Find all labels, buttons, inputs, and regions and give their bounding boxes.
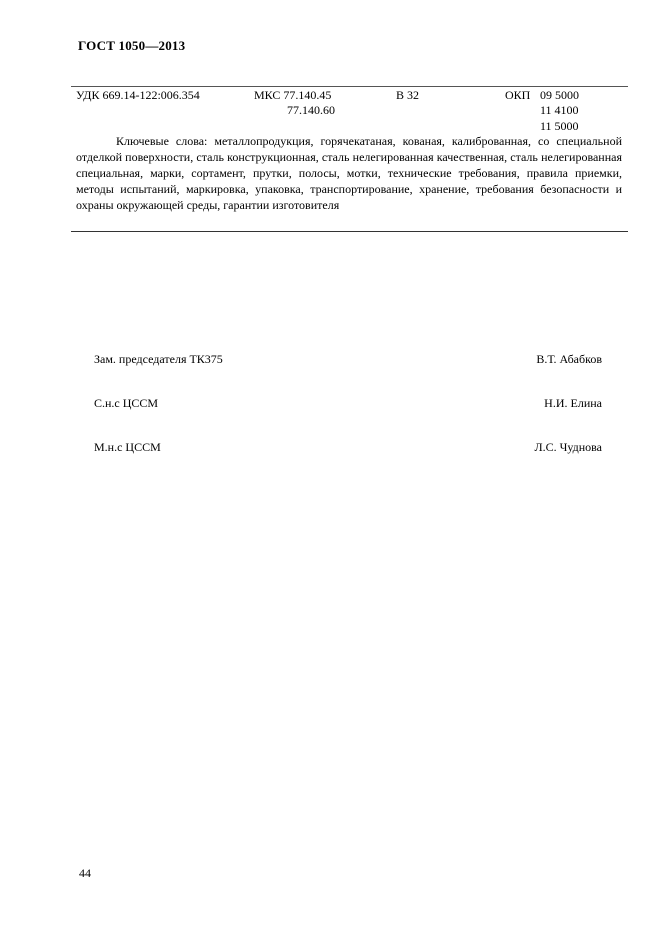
okp-label: ОКП [505,88,531,102]
signature-name: В.Т. Абабков [536,352,602,366]
udk-code: УДК 669.14-122:006.354 [76,88,200,102]
mks-code-primary: МКС 77.140.45 [254,88,332,102]
signature-role: С.н.с ЦССМ [94,396,159,410]
signature-name: Л.С. Чуднова [534,440,602,454]
mks-code-secondary: 77.140.60 [287,103,335,117]
okp-code-1: 09 5000 [540,88,579,102]
classification-code: В 32 [396,88,420,102]
okp-code-2: 11 4100 [540,103,579,117]
keywords-paragraph: Ключевые слова: металлопродукция, горячекатаная, кованая, калиброванная, со специальной отделкой поверхности, сталь конструкционная, сталь нелегированная качественная, сталь нелегированная специальная, марки, сортамент, прутки, полосы, мотки, технические требования, правила приемки, методы испытаний, маркировка, упаковка, транспортирование, хранение, требования безопасности и охраны окружающей среды, гарантии изготовителя [76,134,622,212]
okp-code-3: 11 5000 [540,119,579,133]
top-divider [71,86,628,87]
signature-name: Н.И. Елина [544,396,602,410]
signature-role: М.н.с ЦССМ [94,440,161,454]
document-header-title: ГОСТ 1050—2013 [78,38,186,53]
bottom-divider [71,231,628,232]
signature-role: Зам. председателя ТК375 [94,352,223,366]
page-number: 44 [79,866,91,880]
